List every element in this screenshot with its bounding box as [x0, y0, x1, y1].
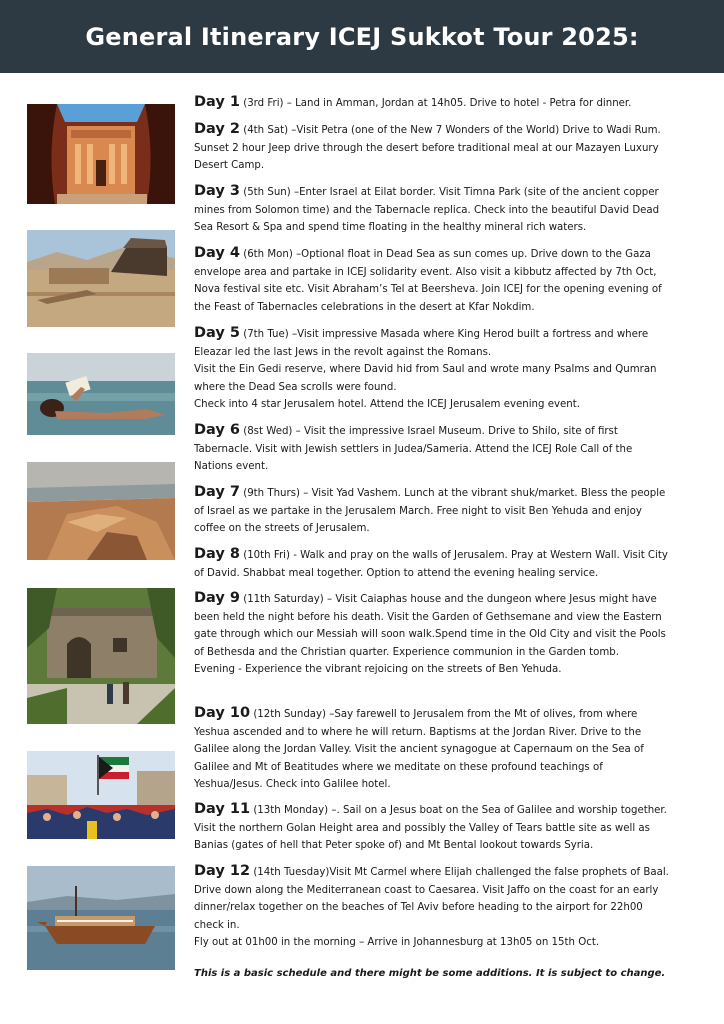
day-text: –Optional float in Dead Sea as sun comes up. Drive down to the Gaza envelope area and partake in ICEJ solidarity event. Also visit a kibbutz affected by 7th Oct, Nova festival site etc. Visit Abraham’s Tel at Beersheva. Join ICEJ for the opening evening of the Feast of Tabernacles celebrations in the desert at Kfar Nokdim. — [194, 249, 662, 313]
day-2-entry — [194, 121, 672, 175]
day-text: Evening - Experience the vibrant rejoicing on the streets of Ben Yehuda. — [194, 664, 562, 676]
day-label: Day 4 — [194, 245, 240, 261]
day-label: Day 8 — [194, 546, 240, 562]
day-text: Check into 4 star Jerusalem hotel. Attend the ICEJ Jerusalem evening event. — [194, 399, 580, 411]
galilee-boat-photo — [27, 866, 175, 970]
day-date: (11th Saturday) — [243, 594, 324, 605]
day-10-entry — [194, 705, 672, 794]
day-text: –Say farewell to Jerusalem from the Mt of olives, from where Yeshua ascended and to where he will return. Baptisms at the Jordan River. Drive to the Galilee along the Jordan Valley. Visit the ancient synagogue at Capernaum on the Sea of Galilee and Mt of Beatitudes where we meditate on these profound teachings of Yeshua/Jesus. Check into Galilee hotel. — [194, 709, 644, 791]
page-title: General Itinerary ICEJ Sukkot Tour 2025: — [85, 22, 639, 51]
day-1-entry — [194, 94, 672, 113]
day-text: Visit Mt Carmel where Elijah challenged the false prophets of Baal. Drive down along the Mediterranean coast to Caesarea. Visit Jaffo on the coast for an early dinner/relax together on the beaches of Tel Aviv before heading to the airport for 22h00 check in. — [194, 867, 669, 931]
jerusalem-garden-photo — [27, 588, 175, 724]
day-label: Day 9 — [194, 590, 240, 606]
day-text: – Visit the impressive Israel Museum. Drive to Shilo, site of first Tabernacle. Visit with Jewish settlers in Judea/Sameria. Attend the ICEJ Role Call of the Nations event. — [194, 426, 633, 473]
day-12-entry — [194, 863, 672, 952]
day-4-entry — [194, 245, 672, 316]
day-date: (10th Fri) — [243, 550, 290, 561]
jerusalem-march-photo — [27, 751, 175, 839]
day-11-entry — [194, 801, 672, 855]
day-3-entry — [194, 183, 672, 237]
day-text: –. Sail on a Jesus boat on the Sea of Galilee and worship together. Visit the northern Golan Height area and possibly the Valley of Tears battle site as well as Banias (gates of hell that Peter spoke of) and Mt Bental lookout towards Syria. — [194, 805, 667, 852]
day-label: Day 12 — [194, 863, 251, 879]
dead-sea-float-photo — [27, 353, 175, 435]
day-date: (14th Tuesday) — [253, 867, 330, 878]
schedule-disclaimer: This is a basic schedule and there might be some additions. It is subject to change. — [194, 968, 666, 979]
day-date: (6th Mon) — [243, 249, 293, 260]
day-7-entry — [194, 484, 672, 538]
day-text: –Visit impressive Masada where King Herod built a fortress and where Eleazar led the last Jews in the revolt against the Romans. — [194, 329, 649, 358]
day-label: Day 10 — [194, 705, 251, 721]
day-text: – Land in Amman, Jordan at 14h05. Drive to hotel - Petra for dinner. — [286, 98, 632, 109]
day-text: – Visit Yad Vashem. Lunch at the vibrant shuk/market. Bless the people of Israel as we partake in the Jerusalem March. Free night to visit Ben Yehuda and enjoy coffee on the streets of Jerusalem. — [194, 488, 666, 535]
day-6-entry — [194, 422, 672, 476]
day-date: (5th Sun) — [243, 187, 291, 198]
day-label: Day 7 — [194, 484, 240, 500]
day-date: (4th Sat) — [243, 125, 289, 136]
day-label: Day 5 — [194, 325, 240, 341]
day-date: (13th Monday) — [253, 805, 329, 816]
day-text: Fly out at 01h00 in the morning – Arrive in Johannesburg at 13h05 on 15th Oct. — [194, 937, 600, 949]
day-text: –Visit Petra (one of the New 7 Wonders of the World) Drive to Wadi Rum. Sunset 2 hour Jeep drive through the desert before traditional meal at our Mazayen Luxury Desert Camp. — [194, 125, 661, 172]
day-label: Day 3 — [194, 183, 240, 199]
tabernacle-photo — [27, 230, 175, 327]
day-date: (3rd Fri) — [243, 98, 284, 109]
day-label: Day 1 — [194, 94, 240, 110]
petra-photo — [27, 104, 175, 204]
masada-photo — [27, 462, 175, 560]
day-date: (9th Thurs) — [243, 488, 300, 499]
title-banner — [0, 0, 724, 73]
day-8-entry — [194, 546, 672, 582]
day-text: – Visit Caiaphas house and the dungeon where Jesus might have been held the night before his death. Visit the Garden of Gethsemane and view the Eastern gate through which our Messiah will soon walk.Spend time in the Old City and visit the Pools of Bethesda and the Christian quarter. Experience communion in the Garden tomb. — [194, 594, 666, 658]
day-9-entry — [194, 590, 672, 679]
day-date: (12th Sunday) — [253, 709, 327, 720]
day-date: (7th Tue) — [243, 329, 289, 340]
day-text: Visit the Ein Gedi reserve, where David hid from Saul and wrote many Psalms and Qumran where the Dead Sea scrolls were found. — [194, 364, 657, 393]
day-date: (8st Wed) — [243, 426, 293, 437]
day-text: –Enter Israel at Eilat border. Visit Timna Park (site of the ancient copper mines from Solomon time) and the Tabernacle replica. Check into the beautiful David Dead Sea Resort & Spa and spend time floating in the healthy mineral rich waters. — [194, 187, 660, 234]
day-5-entry — [194, 325, 672, 414]
day-label: Day 6 — [194, 422, 240, 438]
day-label: Day 2 — [194, 121, 240, 137]
day-text: - Walk and pray on the walls of Jerusalem. Pray at Western Wall. Visit City of David. Shabbat meal together. Option to attend the evening healing service. — [194, 550, 668, 579]
day-label: Day 11 — [194, 801, 251, 817]
